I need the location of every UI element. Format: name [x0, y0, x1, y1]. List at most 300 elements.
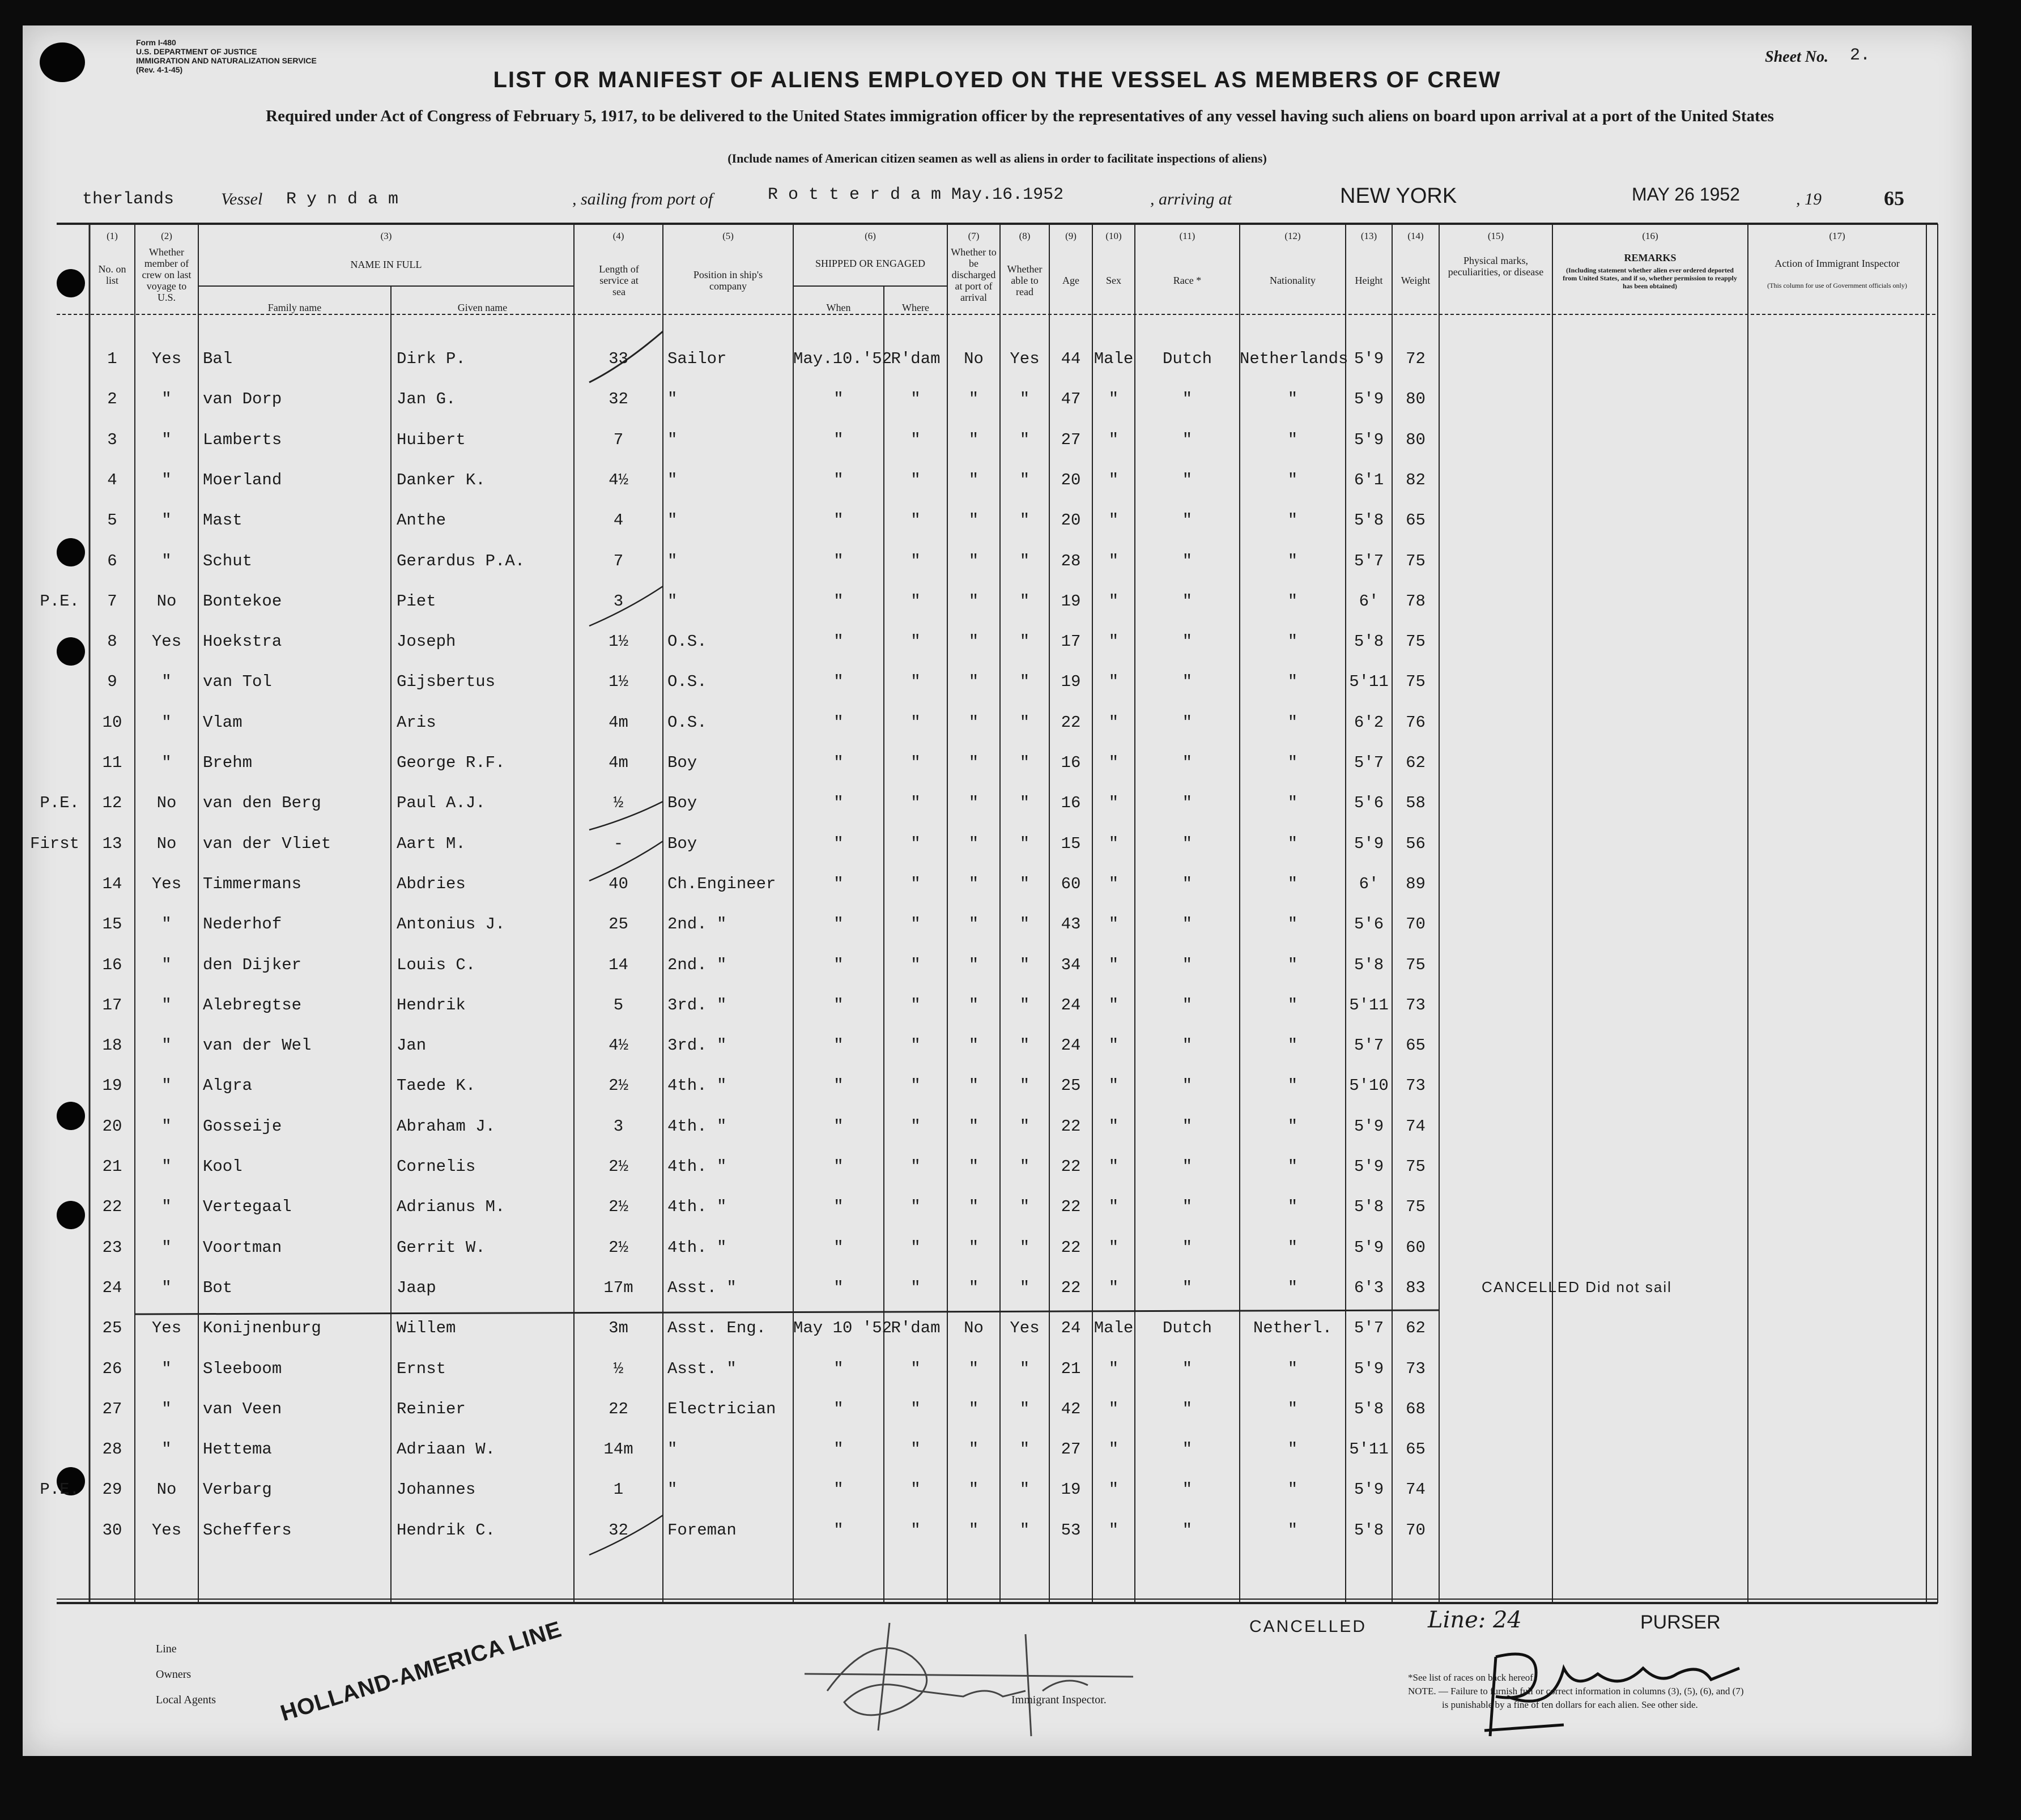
row-race: ": [1182, 1480, 1193, 1499]
row-given-name: Jaap: [397, 1278, 436, 1297]
row-previous-voyage: No: [156, 1480, 177, 1499]
row-discharged: ": [968, 1238, 979, 1257]
row-race: ": [1182, 1278, 1193, 1297]
row-sex: ": [1108, 1359, 1119, 1378]
row-family-name: Konijnenburg: [203, 1319, 321, 1338]
row-height: 5'7: [1354, 1036, 1384, 1055]
row-service-length: 1½: [609, 672, 628, 692]
col12-header: Nationality: [1270, 275, 1316, 286]
row-previous-voyage: Yes: [151, 349, 182, 368]
table-row: [23, 504, 1972, 539]
row-family-name: Brehm: [203, 753, 253, 772]
table-row: [23, 747, 1972, 782]
col6-header: SHIPPED OR ENGAGED: [815, 258, 925, 269]
row-weight: 74: [1406, 1116, 1426, 1136]
row-family-name: Bot: [203, 1278, 233, 1297]
row-able-to-read: ": [1019, 1076, 1030, 1096]
row-service-length: 22: [609, 1399, 628, 1418]
row-height: 6'2: [1354, 713, 1384, 732]
table-row: [23, 1393, 1972, 1428]
row-engaged-where: ": [910, 1036, 921, 1055]
row-discharged: ": [968, 1520, 979, 1540]
row-able-to-read: ": [1019, 915, 1030, 934]
row-service-length: 5: [613, 995, 624, 1015]
row-nationality: ": [1287, 1036, 1298, 1055]
col13-number: (13): [1360, 231, 1377, 241]
row-race: Dutch: [1162, 349, 1212, 368]
row-position: ": [667, 1480, 678, 1499]
row-given-name: Huibert: [397, 430, 466, 449]
row-engaged-where: ": [910, 1399, 921, 1418]
row-nationality: ": [1287, 1238, 1298, 1257]
table-row: [23, 1312, 1972, 1347]
row-age: 22: [1061, 1238, 1081, 1257]
row-height: 5'9: [1354, 1238, 1384, 1257]
row-engaged-where: ": [910, 713, 921, 732]
row-engaged-when: ": [833, 753, 844, 772]
row-age: 60: [1061, 874, 1081, 893]
row-family-name: Bal: [203, 349, 233, 368]
row-height: 6': [1359, 591, 1379, 611]
row-sex: ": [1108, 1278, 1119, 1297]
row-height: 5'7: [1354, 551, 1384, 570]
row-height: 5'9: [1354, 349, 1384, 368]
row-nationality: ": [1287, 1197, 1298, 1217]
row-number: 16: [102, 955, 122, 974]
row-nationality: ": [1287, 390, 1298, 409]
document-note: (Include names of American citizen seamen as well as aliens in order to facilitate inspections of aliens): [727, 151, 1267, 165]
table-row: [23, 585, 1972, 620]
row-previous-voyage: ": [161, 753, 172, 772]
row-position: Boy: [667, 794, 697, 813]
row-discharged: ": [968, 834, 979, 853]
row-number: 19: [102, 1076, 122, 1096]
col1-header: No. on list: [98, 263, 126, 286]
row-family-name: van Tol: [203, 672, 272, 692]
row-remarks: CANCELLED Did not sail: [1482, 1278, 1672, 1295]
row-race: ": [1182, 713, 1193, 732]
table-row: [23, 1069, 1972, 1105]
row-race: ": [1182, 834, 1193, 853]
row-discharged: ": [968, 1036, 979, 1055]
row-height: 5'11: [1349, 995, 1389, 1015]
row-weight: 75: [1406, 672, 1426, 692]
table-row: [23, 1150, 1972, 1186]
row-number: 10: [102, 713, 122, 732]
row-number: 3: [107, 430, 117, 449]
row-given-name: Reinier: [397, 1399, 466, 1418]
row-sex: ": [1108, 632, 1119, 651]
row-service-length: 33: [609, 349, 628, 368]
year-prefix: , 19: [1796, 190, 1822, 208]
row-given-name: Danker K.: [397, 470, 486, 489]
row-given-name: Aart M.: [397, 834, 466, 853]
row-sex: ": [1108, 713, 1119, 732]
row-number: 14: [102, 874, 122, 893]
row-service-length: ½: [613, 1359, 624, 1378]
col8-header: Whether able to read: [1007, 263, 1043, 297]
row-race: ": [1182, 995, 1193, 1015]
row-age: 21: [1061, 1359, 1081, 1378]
row-service-length: 3m: [609, 1319, 628, 1338]
row-nationality: Netherlands: [1240, 349, 1348, 368]
row-weight: 75: [1406, 955, 1426, 974]
row-number: 17: [102, 995, 122, 1015]
row-age: 28: [1061, 551, 1081, 570]
row-family-name: Voortman: [203, 1238, 282, 1257]
row-able-to-read: ": [1019, 1036, 1030, 1055]
row-service-length: 32: [609, 390, 628, 409]
col12-number: (12): [1284, 231, 1301, 241]
row-sex: ": [1108, 753, 1119, 772]
row-weight: 75: [1406, 1157, 1426, 1176]
table-row: [23, 1272, 1972, 1307]
sheet-number: 2.: [1850, 46, 1871, 65]
row-family-name: Kool: [203, 1157, 242, 1176]
row-discharged: ": [968, 1399, 979, 1418]
row-position: 4th. ": [667, 1197, 727, 1217]
row-able-to-read: ": [1019, 430, 1030, 449]
row-family-name: Mast: [203, 511, 242, 530]
row-able-to-read: ": [1019, 511, 1030, 530]
row-sex: Male: [1094, 1319, 1134, 1338]
row-family-name: van den Berg: [203, 794, 321, 813]
row-able-to-read: ": [1019, 1480, 1030, 1499]
col14-number: (14): [1407, 231, 1424, 241]
row-margin-note: P.E.: [40, 794, 79, 813]
col3a-header: Family name: [267, 302, 322, 313]
row-nationality: ": [1287, 834, 1298, 853]
row-engaged-when: ": [833, 995, 844, 1015]
row-engaged-when: ": [833, 672, 844, 692]
row-position: Boy: [667, 753, 697, 772]
row-number: 12: [102, 794, 122, 813]
row-position: ": [667, 511, 678, 530]
row-family-name: Algra: [203, 1076, 253, 1096]
row-sex: ": [1108, 874, 1119, 893]
row-able-to-read: ": [1019, 753, 1030, 772]
row-number: 13: [102, 834, 122, 853]
row-weight: 75: [1406, 1197, 1426, 1217]
row-position: O.S.: [667, 672, 707, 692]
row-service-length: 40: [609, 874, 628, 893]
row-nationality: ": [1287, 794, 1298, 813]
row-able-to-read: ": [1019, 551, 1030, 570]
row-age: 15: [1061, 834, 1081, 853]
row-engaged-when: ": [833, 470, 844, 489]
row-engaged-where: ": [910, 1238, 921, 1257]
col17-header: Action of Immigrant Inspector: [1775, 258, 1900, 269]
row-previous-voyage: Yes: [151, 632, 182, 651]
row-age: 44: [1061, 349, 1081, 368]
row-able-to-read: ": [1019, 632, 1030, 651]
row-race: ": [1182, 955, 1193, 974]
row-race: ": [1182, 1520, 1193, 1540]
row-discharged: ": [968, 1197, 979, 1217]
row-engaged-when: ": [833, 834, 844, 853]
row-engaged-where: ": [910, 1157, 921, 1176]
row-age: 17: [1061, 632, 1081, 651]
row-engaged-where: ": [910, 874, 921, 893]
row-height: 5'8: [1354, 1520, 1384, 1540]
row-age: 22: [1061, 1116, 1081, 1136]
row-engaged-where: ": [910, 834, 921, 853]
row-discharged: ": [968, 1157, 979, 1176]
row-height: 5'9: [1354, 1359, 1384, 1378]
row-height: 5'8: [1354, 632, 1384, 651]
row-previous-voyage: ": [161, 470, 172, 489]
row-given-name: Adriaan W.: [397, 1440, 496, 1459]
row-race: ": [1182, 551, 1193, 570]
row-family-name: Bontekoe: [203, 591, 282, 611]
row-previous-voyage: ": [161, 430, 172, 449]
row-nationality: ": [1287, 1359, 1298, 1378]
row-engaged-where: ": [910, 1440, 921, 1459]
table-row: [23, 424, 1972, 459]
inspector-signature: [759, 1606, 1156, 1742]
row-given-name: Piet: [397, 591, 436, 611]
row-previous-voyage: ": [161, 390, 172, 409]
row-nationality: ": [1287, 1076, 1298, 1096]
row-nationality: ": [1287, 511, 1298, 530]
row-age: 19: [1061, 1480, 1081, 1499]
holland-america-stamp: HOLLAND-AMERICA LINE: [278, 1617, 565, 1727]
row-able-to-read: ": [1019, 1197, 1030, 1217]
row-previous-voyage: ": [161, 551, 172, 570]
immigrant-inspector-label: Immigrant Inspector.: [1011, 1694, 1107, 1706]
row-position: 4th. ": [667, 1116, 727, 1136]
row-engaged-when: ": [833, 1116, 844, 1136]
row-given-name: Abraham J.: [397, 1116, 496, 1136]
row-nationality: ": [1287, 1116, 1298, 1136]
row-service-length: ½: [613, 794, 624, 813]
arrival-date: MAY 26 1952: [1632, 184, 1740, 204]
row-service-length: 4½: [609, 470, 628, 489]
row-height: 5'11: [1349, 1440, 1389, 1459]
row-weight: 73: [1406, 1076, 1426, 1096]
row-engaged-when: ": [833, 1359, 844, 1378]
col9-header: Age: [1062, 275, 1079, 286]
row-family-name: Hettema: [203, 1440, 272, 1459]
row-able-to-read: ": [1019, 1440, 1030, 1459]
row-age: 27: [1061, 1440, 1081, 1459]
row-number: 21: [102, 1157, 122, 1176]
form-revision: (Rev. 4-1-45): [136, 65, 183, 74]
row-previous-voyage: ": [161, 1157, 172, 1176]
table-row: [23, 666, 1972, 701]
col3-number: (3): [380, 231, 392, 241]
row-weight: 58: [1406, 794, 1426, 813]
row-given-name: Jan G.: [397, 390, 456, 409]
row-discharged: ": [968, 551, 979, 570]
row-family-name: Verbarg: [203, 1480, 272, 1499]
row-nationality: ": [1287, 955, 1298, 974]
col6b-header: Where: [902, 302, 929, 313]
service-name: IMMIGRATION AND NATURALIZATION SERVICE: [136, 56, 317, 65]
row-position: Ch.Engineer: [667, 874, 776, 893]
row-age: 24: [1061, 1036, 1081, 1055]
table-row: [23, 1029, 1972, 1064]
row-position: Asst. ": [667, 1278, 737, 1297]
row-sex: ": [1108, 995, 1119, 1015]
row-height: 5'9: [1354, 430, 1384, 449]
row-discharged: ": [968, 1278, 979, 1297]
row-age: 34: [1061, 955, 1081, 974]
vessel-flag: therlands: [82, 190, 175, 209]
row-discharged: No: [964, 1319, 984, 1338]
row-family-name: van Dorp: [203, 390, 282, 409]
col5-header: Position in ship's company: [693, 269, 763, 292]
row-age: 27: [1061, 430, 1081, 449]
row-height: 5'9: [1354, 390, 1384, 409]
row-engaged-where: ": [910, 430, 921, 449]
row-service-length: 4m: [609, 713, 628, 732]
row-number: 26: [102, 1359, 122, 1378]
row-weight: 80: [1406, 430, 1426, 449]
local-agents-label: Local Agents: [156, 1694, 216, 1706]
row-discharged: ": [968, 1440, 979, 1459]
row-nationality: ": [1287, 915, 1298, 934]
row-previous-voyage: ": [161, 1197, 172, 1217]
row-family-name: Alebregtse: [203, 995, 302, 1015]
row-able-to-read: ": [1019, 591, 1030, 611]
row-number: 27: [102, 1399, 122, 1418]
col7-number: (7): [968, 231, 980, 241]
row-previous-voyage: ": [161, 672, 172, 692]
row-able-to-read: ": [1019, 874, 1030, 893]
row-discharged: ": [968, 430, 979, 449]
row-race: ": [1182, 591, 1193, 611]
row-previous-voyage: No: [156, 794, 177, 813]
col10-header: Sex: [1106, 275, 1121, 286]
row-given-name: Antonius J.: [397, 915, 505, 934]
row-sex: ": [1108, 390, 1119, 409]
row-height: 5'7: [1354, 1319, 1384, 1338]
row-given-name: Johannes: [397, 1480, 476, 1499]
row-given-name: Aris: [397, 713, 436, 732]
row-engaged-where: ": [910, 1520, 921, 1540]
row-race: ": [1182, 1399, 1193, 1418]
row-number: 7: [107, 591, 117, 611]
row-age: 20: [1061, 470, 1081, 489]
row-race: ": [1182, 1238, 1193, 1257]
row-able-to-read: ": [1019, 1359, 1030, 1378]
row-position: 3rd. ": [667, 995, 727, 1015]
row-sex: ": [1108, 1399, 1119, 1418]
row-race: ": [1182, 1076, 1193, 1096]
row-height: 5'9: [1354, 1116, 1384, 1136]
row-given-name: Gerrit W.: [397, 1238, 486, 1257]
row-race: ": [1182, 1440, 1193, 1459]
col4-header: Length of service at sea: [599, 263, 639, 297]
row-race: Dutch: [1162, 1319, 1212, 1338]
departure-port: R o t t e r d a m May.16.1952: [768, 185, 1064, 204]
row-nationality: ": [1287, 1480, 1298, 1499]
row-discharged: ": [968, 1076, 979, 1096]
row-previous-voyage: ": [161, 1359, 172, 1378]
row-age: 53: [1061, 1520, 1081, 1540]
table-row: [23, 1191, 1972, 1226]
row-age: 24: [1061, 995, 1081, 1015]
row-weight: 83: [1406, 1278, 1426, 1297]
row-age: 19: [1061, 591, 1081, 611]
row-previous-voyage: No: [156, 591, 177, 611]
row-previous-voyage: ": [161, 955, 172, 974]
row-weight: 70: [1406, 915, 1426, 934]
row-engaged-where: ": [910, 1116, 921, 1136]
table-row: [23, 343, 1972, 378]
row-number: 6: [107, 551, 117, 570]
col13-header: Height: [1355, 275, 1383, 286]
col6a-header: When: [826, 302, 851, 313]
row-age: 22: [1061, 1278, 1081, 1297]
row-engaged-where: ": [910, 995, 921, 1015]
row-given-name: Abdries: [397, 874, 466, 893]
row-weight: 65: [1406, 1440, 1426, 1459]
col14-header: Weight: [1401, 275, 1431, 286]
row-family-name: Lamberts: [203, 430, 282, 449]
row-discharged: ": [968, 632, 979, 651]
row-position: O.S.: [667, 632, 707, 651]
col5-number: (5): [722, 231, 734, 241]
row-weight: 73: [1406, 1359, 1426, 1378]
row-given-name: Gijsbertus: [397, 672, 496, 692]
row-margin-note: P.E.: [40, 591, 79, 611]
row-weight: 73: [1406, 995, 1426, 1015]
col7-header: Whether to be discharged at port of arrival: [951, 246, 997, 303]
row-engaged-when: ": [833, 874, 844, 893]
row-position: Electrician: [667, 1399, 776, 1418]
row-nationality: ": [1287, 1278, 1298, 1297]
row-nationality: ": [1287, 672, 1298, 692]
col2-number: (2): [161, 231, 172, 241]
row-previous-voyage: ": [161, 1116, 172, 1136]
row-sex: ": [1108, 511, 1119, 530]
row-able-to-read: ": [1019, 1157, 1030, 1176]
row-previous-voyage: Yes: [151, 1319, 182, 1338]
manifest-sheet: [23, 25, 1972, 1756]
vessel-name: R y n d a m: [286, 190, 399, 209]
purser-label: PURSER: [1640, 1612, 1721, 1633]
row-position: ": [667, 551, 678, 570]
footnote: [1408, 1671, 1744, 1712]
row-sex: ": [1108, 955, 1119, 974]
row-nationality: ": [1287, 591, 1298, 611]
table-row: [23, 545, 1972, 580]
row-engaged-when: ": [833, 955, 844, 974]
row-previous-voyage: ": [161, 713, 172, 732]
col17-subheader: (This column for use of Government officials only): [1767, 282, 1907, 289]
row-sex: ": [1108, 1157, 1119, 1176]
row-previous-voyage: ": [161, 1076, 172, 1096]
row-weight: 65: [1406, 1036, 1426, 1055]
row-age: 16: [1061, 753, 1081, 772]
col3b-header: Given name: [457, 302, 508, 313]
col17-number: (17): [1829, 231, 1845, 241]
row-position: ": [667, 470, 678, 489]
row-able-to-read: ": [1019, 713, 1030, 732]
row-engaged-where: R'dam: [891, 1319, 941, 1338]
row-able-to-read: ": [1019, 834, 1030, 853]
row-engaged-where: ": [910, 1359, 921, 1378]
row-service-length: 14m: [603, 1440, 633, 1459]
table-row: [23, 1514, 1972, 1549]
row-engaged-when: ": [833, 1036, 844, 1055]
row-weight: 62: [1406, 1319, 1426, 1338]
row-engaged-when: ": [833, 1520, 844, 1540]
row-age: 47: [1061, 390, 1081, 409]
row-able-to-read: ": [1019, 995, 1030, 1015]
